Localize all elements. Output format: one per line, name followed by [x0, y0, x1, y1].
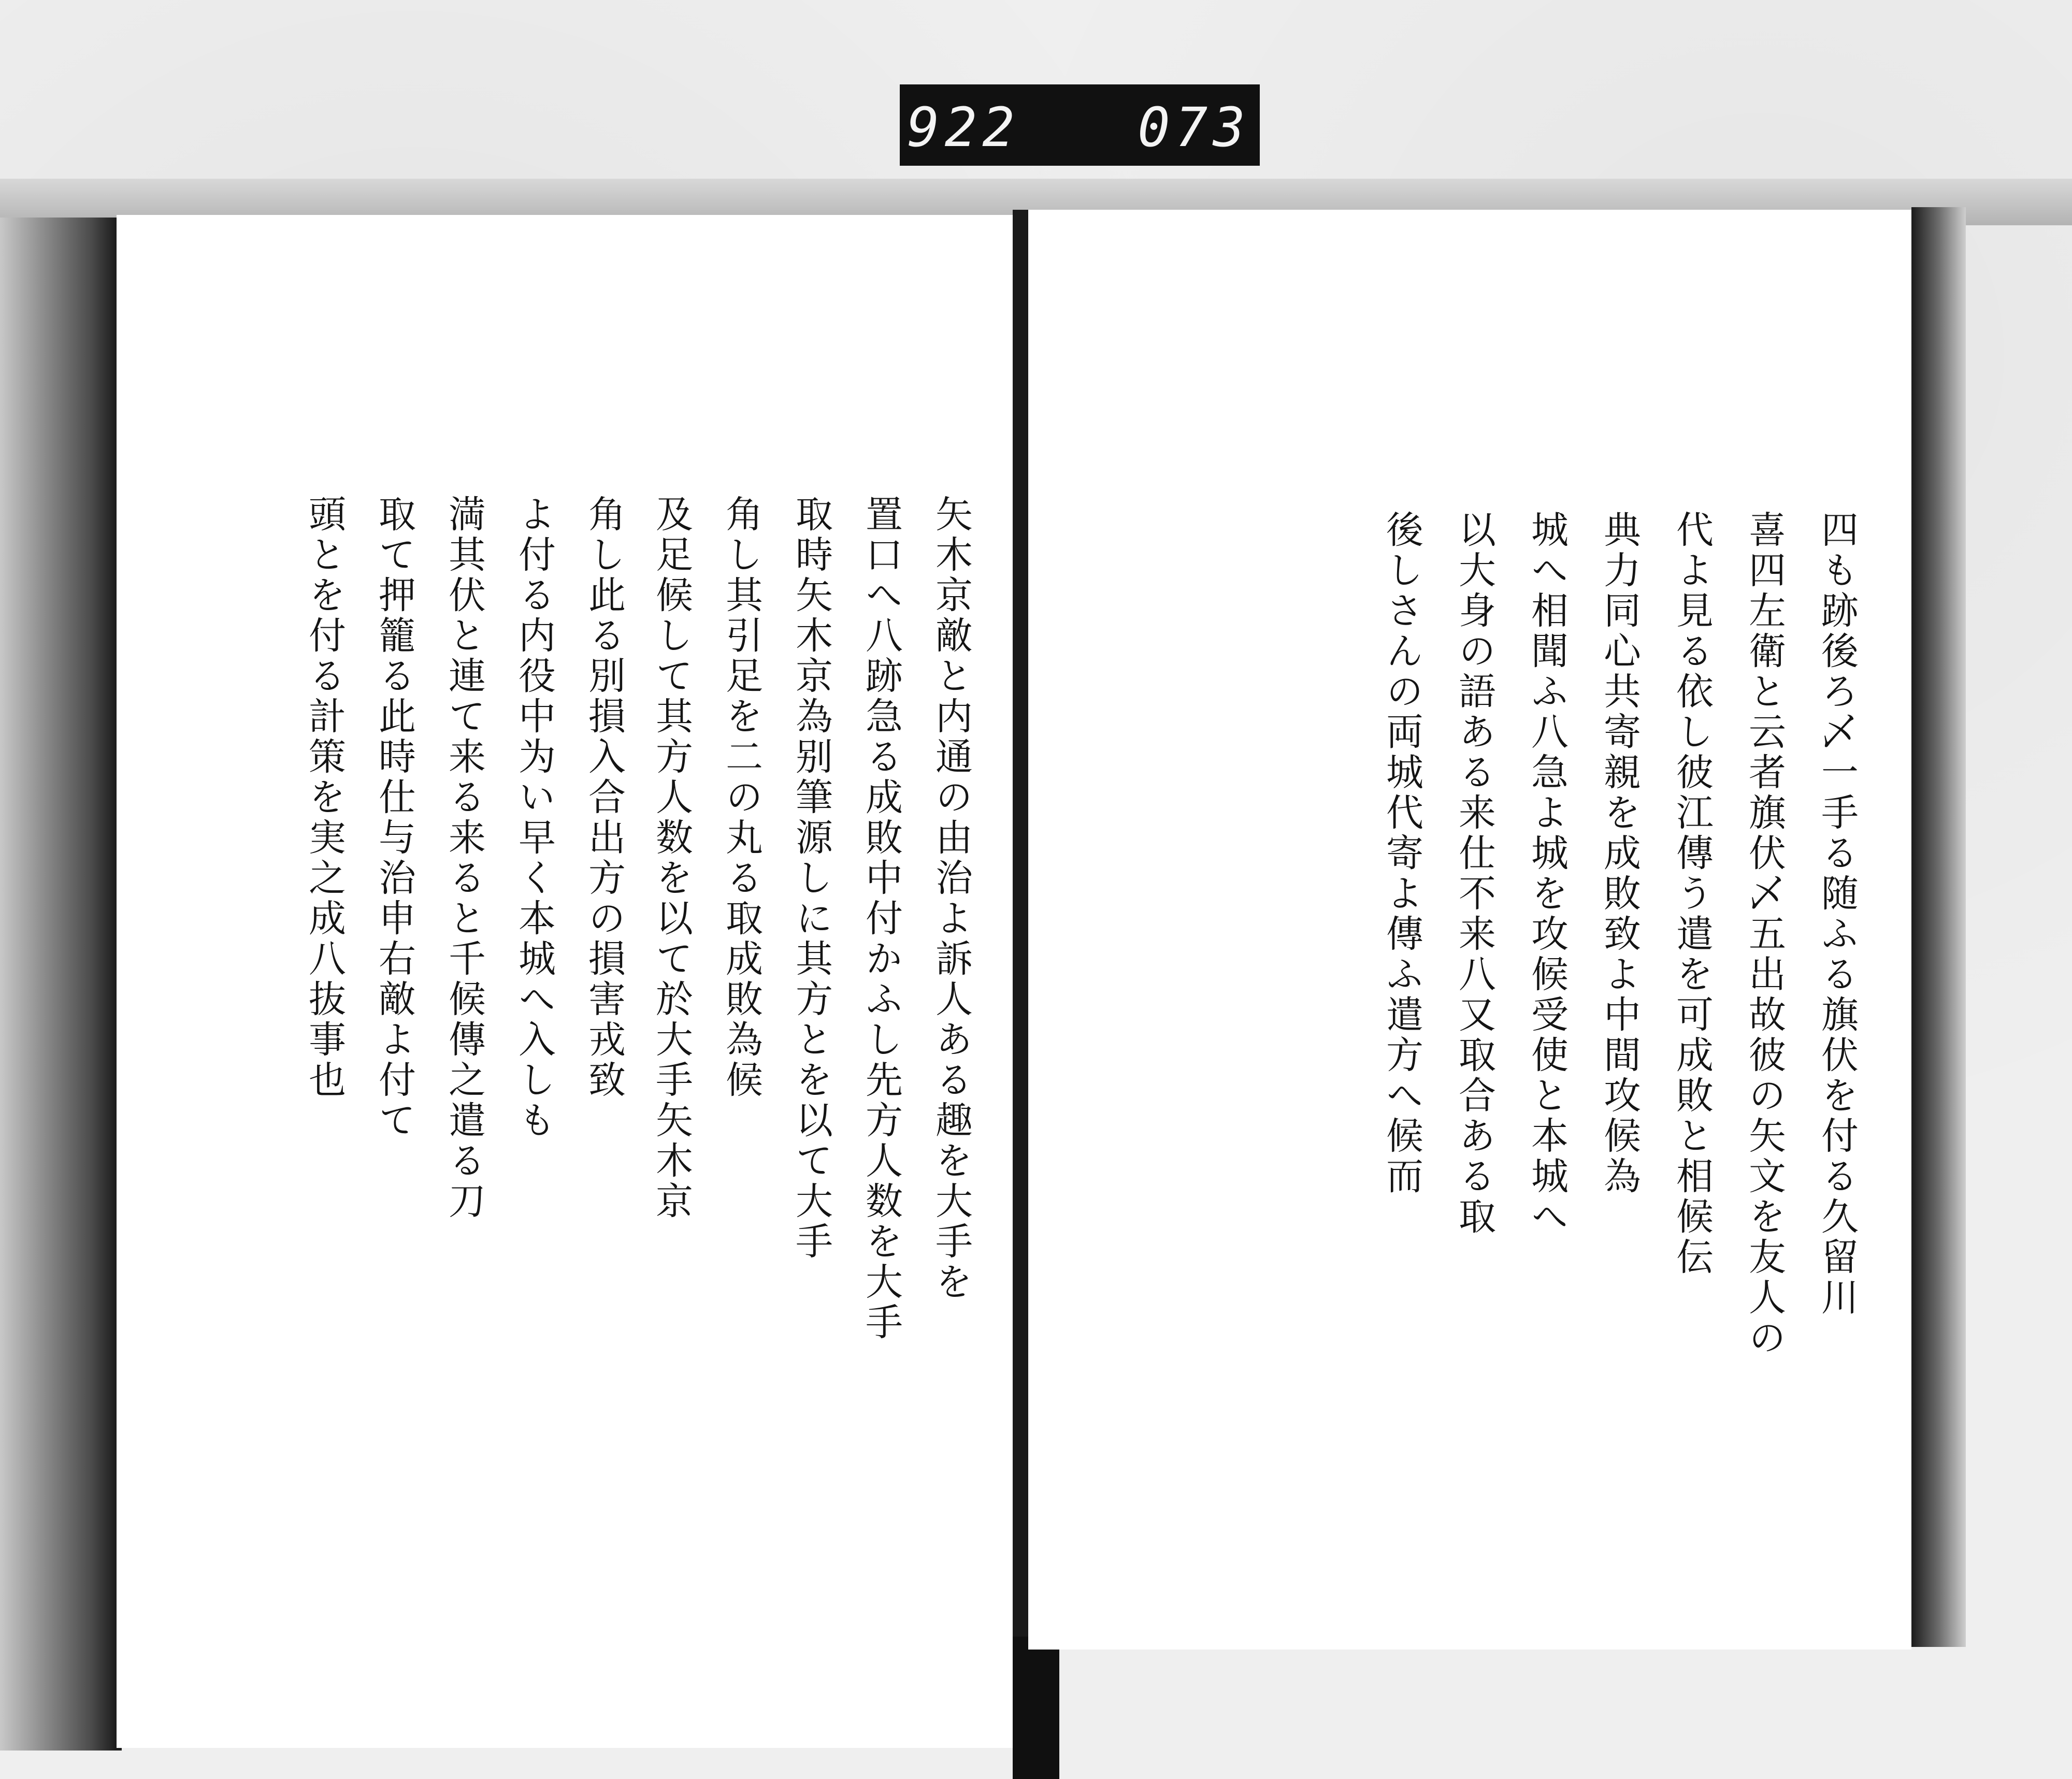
- archive-id-left: 922: [907, 96, 1020, 159]
- spine-bottom-tab: [1013, 1637, 1059, 1779]
- right-line-1: 四も跡後ろ乄一手る随ふる旗伏を付る久留川: [1815, 510, 1859, 1318]
- book-left-edge: [0, 218, 122, 1751]
- book-spine: [1013, 210, 1028, 1758]
- right-line-7: 後しさんの両城代寄よ傳ふ遣方へ候而: [1380, 510, 1423, 1197]
- left-line-6: 角し此る別損入合出方の損害戎致: [582, 495, 626, 1101]
- left-line-4: 角し其引足を二の丸る取成敗為候: [720, 495, 763, 1101]
- right-line-3: 代よ見る依し彼江傳う遣を可成敗と相候伝: [1670, 510, 1714, 1278]
- left-line-5: 及足候して其方人数を以て於大手矢木京: [650, 495, 693, 1222]
- left-line-9: 取て押籠る此時仕与治申右敵よ付て: [372, 495, 416, 1141]
- right-line-2: 喜四左衛と云者旗伏乄五出故彼の矢文を友人の: [1743, 510, 1786, 1358]
- left-line-10: 頭とを付る計策を実之成八抜事也: [303, 495, 346, 1101]
- left-page: [117, 215, 1013, 1748]
- right-line-6: 以大身の語ある来仕不来八又取合ある取: [1452, 510, 1496, 1237]
- archive-id-label: [900, 84, 1260, 166]
- right-page: [1028, 210, 1911, 1650]
- left-line-1: 矢木京敵と内通の由治よ訴人ある趣を大手を: [929, 495, 973, 1303]
- right-line-5: 城へ相聞ふ八急よ城を攻候受使と本城へ: [1525, 510, 1569, 1237]
- right-line-4: 典力同心共寄親を成敗致よ中間攻候為: [1598, 510, 1641, 1197]
- archive-id-right: 073: [1138, 96, 1250, 159]
- book-right-edge: [1911, 207, 1966, 1647]
- left-line-2: 置口へ八跡急る成敗中付かふし先方人数を大手: [859, 495, 903, 1343]
- left-line-7: よ付る内役中为い早く本城へ入しも: [512, 495, 556, 1141]
- left-line-8: 満其伏と連て来る来ると千候傳之遣る刀: [442, 495, 486, 1222]
- left-line-3: 取時矢木京為别筆源しに其方とを以て大手: [789, 495, 833, 1262]
